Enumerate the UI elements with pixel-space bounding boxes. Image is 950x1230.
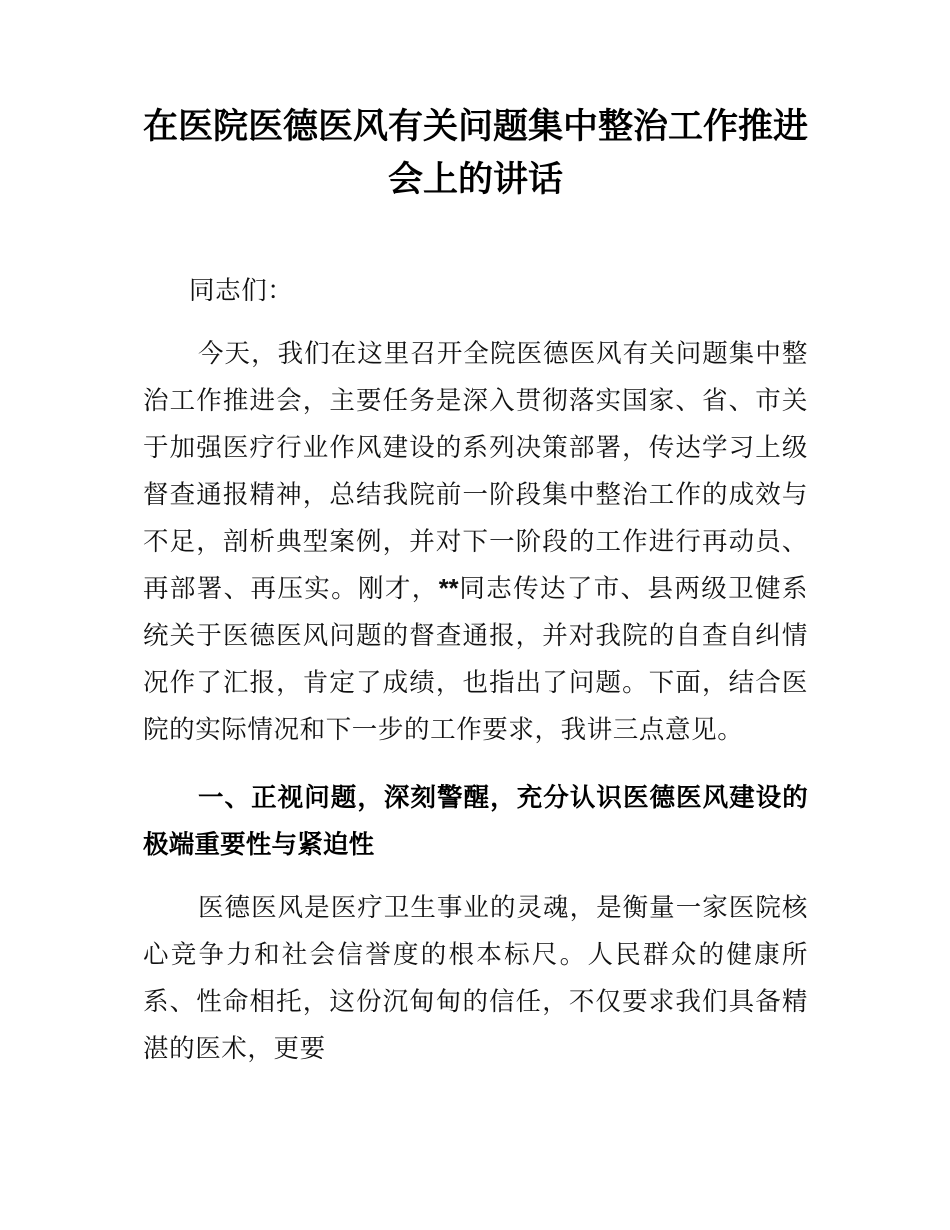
paragraph-opening-part1: 今天，我们在这里召开全院医德医风有关问题集中整治工作推进会，主要任务是深入贯彻落实国家、省、市关于加强医疗行业作风建设的系列决策部署，传达学习上级督查通报精神，总结我院前一阶段集中整治工作的成效与不足，剖析典型案例，并对下一阶段的工作进行再动员、再部署、再压实。刚才， — [143, 339, 808, 604]
document-content — [143, 0, 808, 1073]
redacted-name-marker: ** — [438, 575, 459, 603]
paragraph-opening-part2: 同志传达了市、县两级卫健系统关于医德医风问题的督查通报，并对我院的自查自纠情况作了汇报，肯定了成绩，也指出了问题。下面，结合医院的实际情况和下一步的工作要求，我讲三点意见。 — [143, 574, 808, 745]
paragraph-section-1-body: 医德医风是医疗卫生事业的灵魂，是衡量一家医院核心竞争力和社会信誉度的根本标尺。人民群众的健康所系、性命相托，这份沉甸甸的信任，不仅要求我们具备精湛的医术，更要 — [143, 893, 808, 1064]
paragraph-opening — [143, 331, 808, 754]
document-body — [143, 268, 808, 1073]
salutation-line: 同志们： — [189, 276, 294, 306]
page-title: 在医院医德医风有关问题集中整治工作推进会上的讲话 — [143, 107, 809, 199]
section-heading-1: 一、正视问题，深刻警醒，充分认识医德医风建设的极端重要性与紧迫性 — [143, 784, 808, 859]
